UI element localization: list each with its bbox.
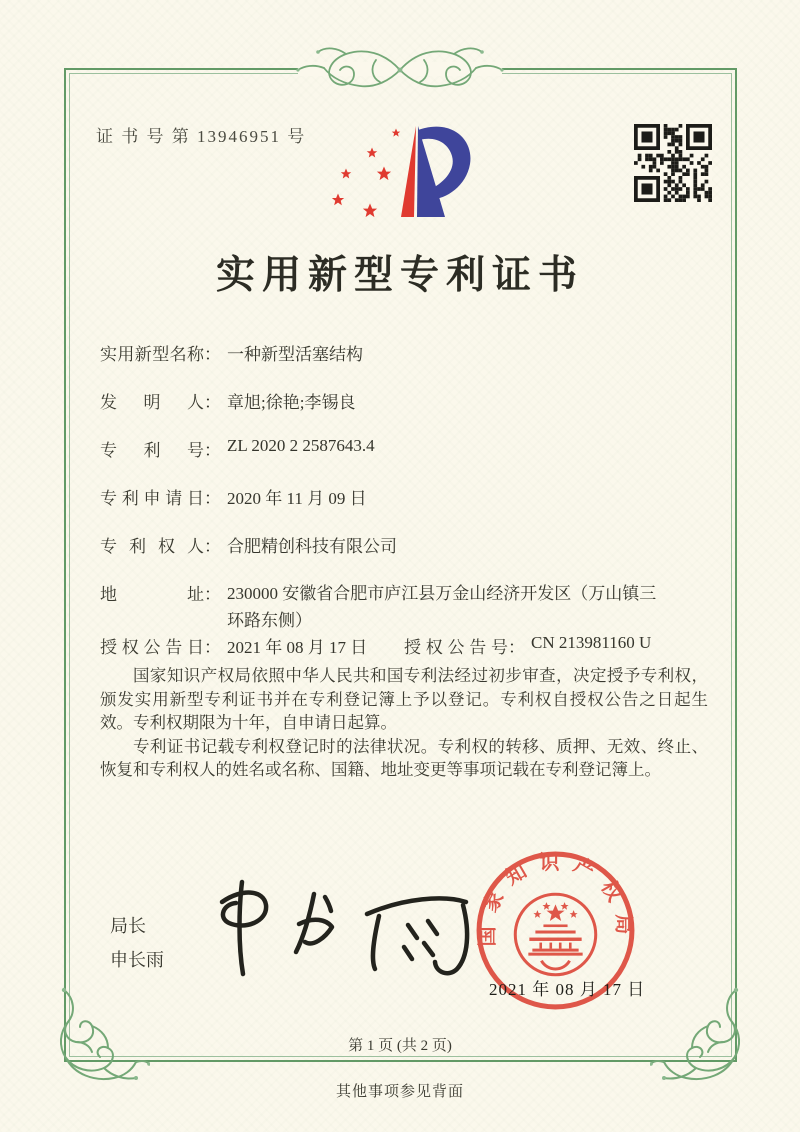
field-label: 实用新型名称 bbox=[100, 345, 204, 364]
qr-code-icon bbox=[634, 124, 712, 202]
page-number: 第 1 页 (共 2 页) bbox=[348, 1038, 452, 1054]
field-value: 一种新型活塞结构 bbox=[227, 345, 363, 364]
field-colon: ： bbox=[204, 638, 221, 657]
certificate-number: 证 书 号 第 13946951 号 bbox=[96, 127, 307, 146]
legal-text bbox=[100, 664, 708, 782]
field-colon: ： bbox=[204, 489, 221, 508]
national-emblem-icon bbox=[515, 894, 595, 974]
legal-paragraph: 专利证书记载专利权登记时的法律状况。专利权的转移、质押、无效、终止、恢复和专利权人的姓名或名称、国籍、地址变更等事项记载在专利登记簿上。 bbox=[100, 736, 708, 779]
field-colon: ： bbox=[508, 638, 525, 657]
field-row-inventors bbox=[100, 388, 355, 413]
commissioner-title: 局长 bbox=[110, 916, 146, 936]
field-row-patent-number bbox=[100, 436, 375, 461]
field-colon: ： bbox=[204, 393, 221, 412]
field-row-name bbox=[100, 340, 363, 365]
certificate-title: 实用新型专利证书 bbox=[215, 254, 584, 297]
commissioner-name: 申长雨 bbox=[110, 950, 164, 970]
field-value: 章旭;徐艳;李锡良 bbox=[227, 393, 356, 412]
seal-ring-text: 国家知识产权局 bbox=[476, 851, 635, 947]
field-label: 授权公告日 bbox=[100, 638, 204, 657]
field-row-filing-date bbox=[100, 484, 367, 509]
field-value: ZL 2020 2 2587643.4 bbox=[227, 436, 375, 455]
field-label: 授权公告号 bbox=[404, 638, 508, 657]
field-row-address bbox=[100, 580, 659, 634]
field-colon: ： bbox=[204, 585, 221, 604]
field-colon: ： bbox=[204, 345, 221, 364]
field-row-grant bbox=[100, 633, 651, 658]
field-label: 专利申请日 bbox=[100, 489, 204, 508]
field-row-patentee bbox=[100, 532, 397, 557]
grant-number-group bbox=[404, 633, 652, 657]
field-label: 发明人 bbox=[100, 393, 204, 412]
field-value: 2020 年 11 月 09 日 bbox=[227, 489, 367, 508]
seal-date: 2021 年 08 月 17 日 bbox=[489, 980, 646, 999]
cnipa-logo-icon bbox=[332, 112, 472, 224]
field-value: 2021 年 08 月 17 日 bbox=[227, 638, 368, 657]
field-label: 地址 bbox=[100, 585, 204, 604]
field-value: 合肥精创科技有限公司 bbox=[227, 537, 397, 556]
field-label: 专利权人 bbox=[100, 537, 204, 556]
field-colon: ： bbox=[204, 537, 221, 556]
grant-date-group bbox=[100, 633, 404, 658]
field-value: CN 213981160 U bbox=[531, 633, 652, 652]
field-colon: ： bbox=[204, 441, 221, 460]
legal-paragraph: 国家知识产权局依照中华人民共和国专利法经过初步审查，决定授予专利权，颁发实用新型专利证书并在专利登记簿上予以登记。专利权自授权公告之日起生效。专利权期限为十年，自申请日起算。 bbox=[100, 666, 708, 732]
back-note: 其他事项参见背面 bbox=[335, 1084, 464, 1100]
handwritten-signature-icon bbox=[212, 872, 487, 992]
field-value: 230000 安徽省合肥市庐江县万金山经济开发区（万山镇三环路东侧） bbox=[227, 584, 657, 630]
field-label: 专利号 bbox=[100, 441, 204, 460]
top-scroll-ornament-icon bbox=[280, 40, 520, 98]
